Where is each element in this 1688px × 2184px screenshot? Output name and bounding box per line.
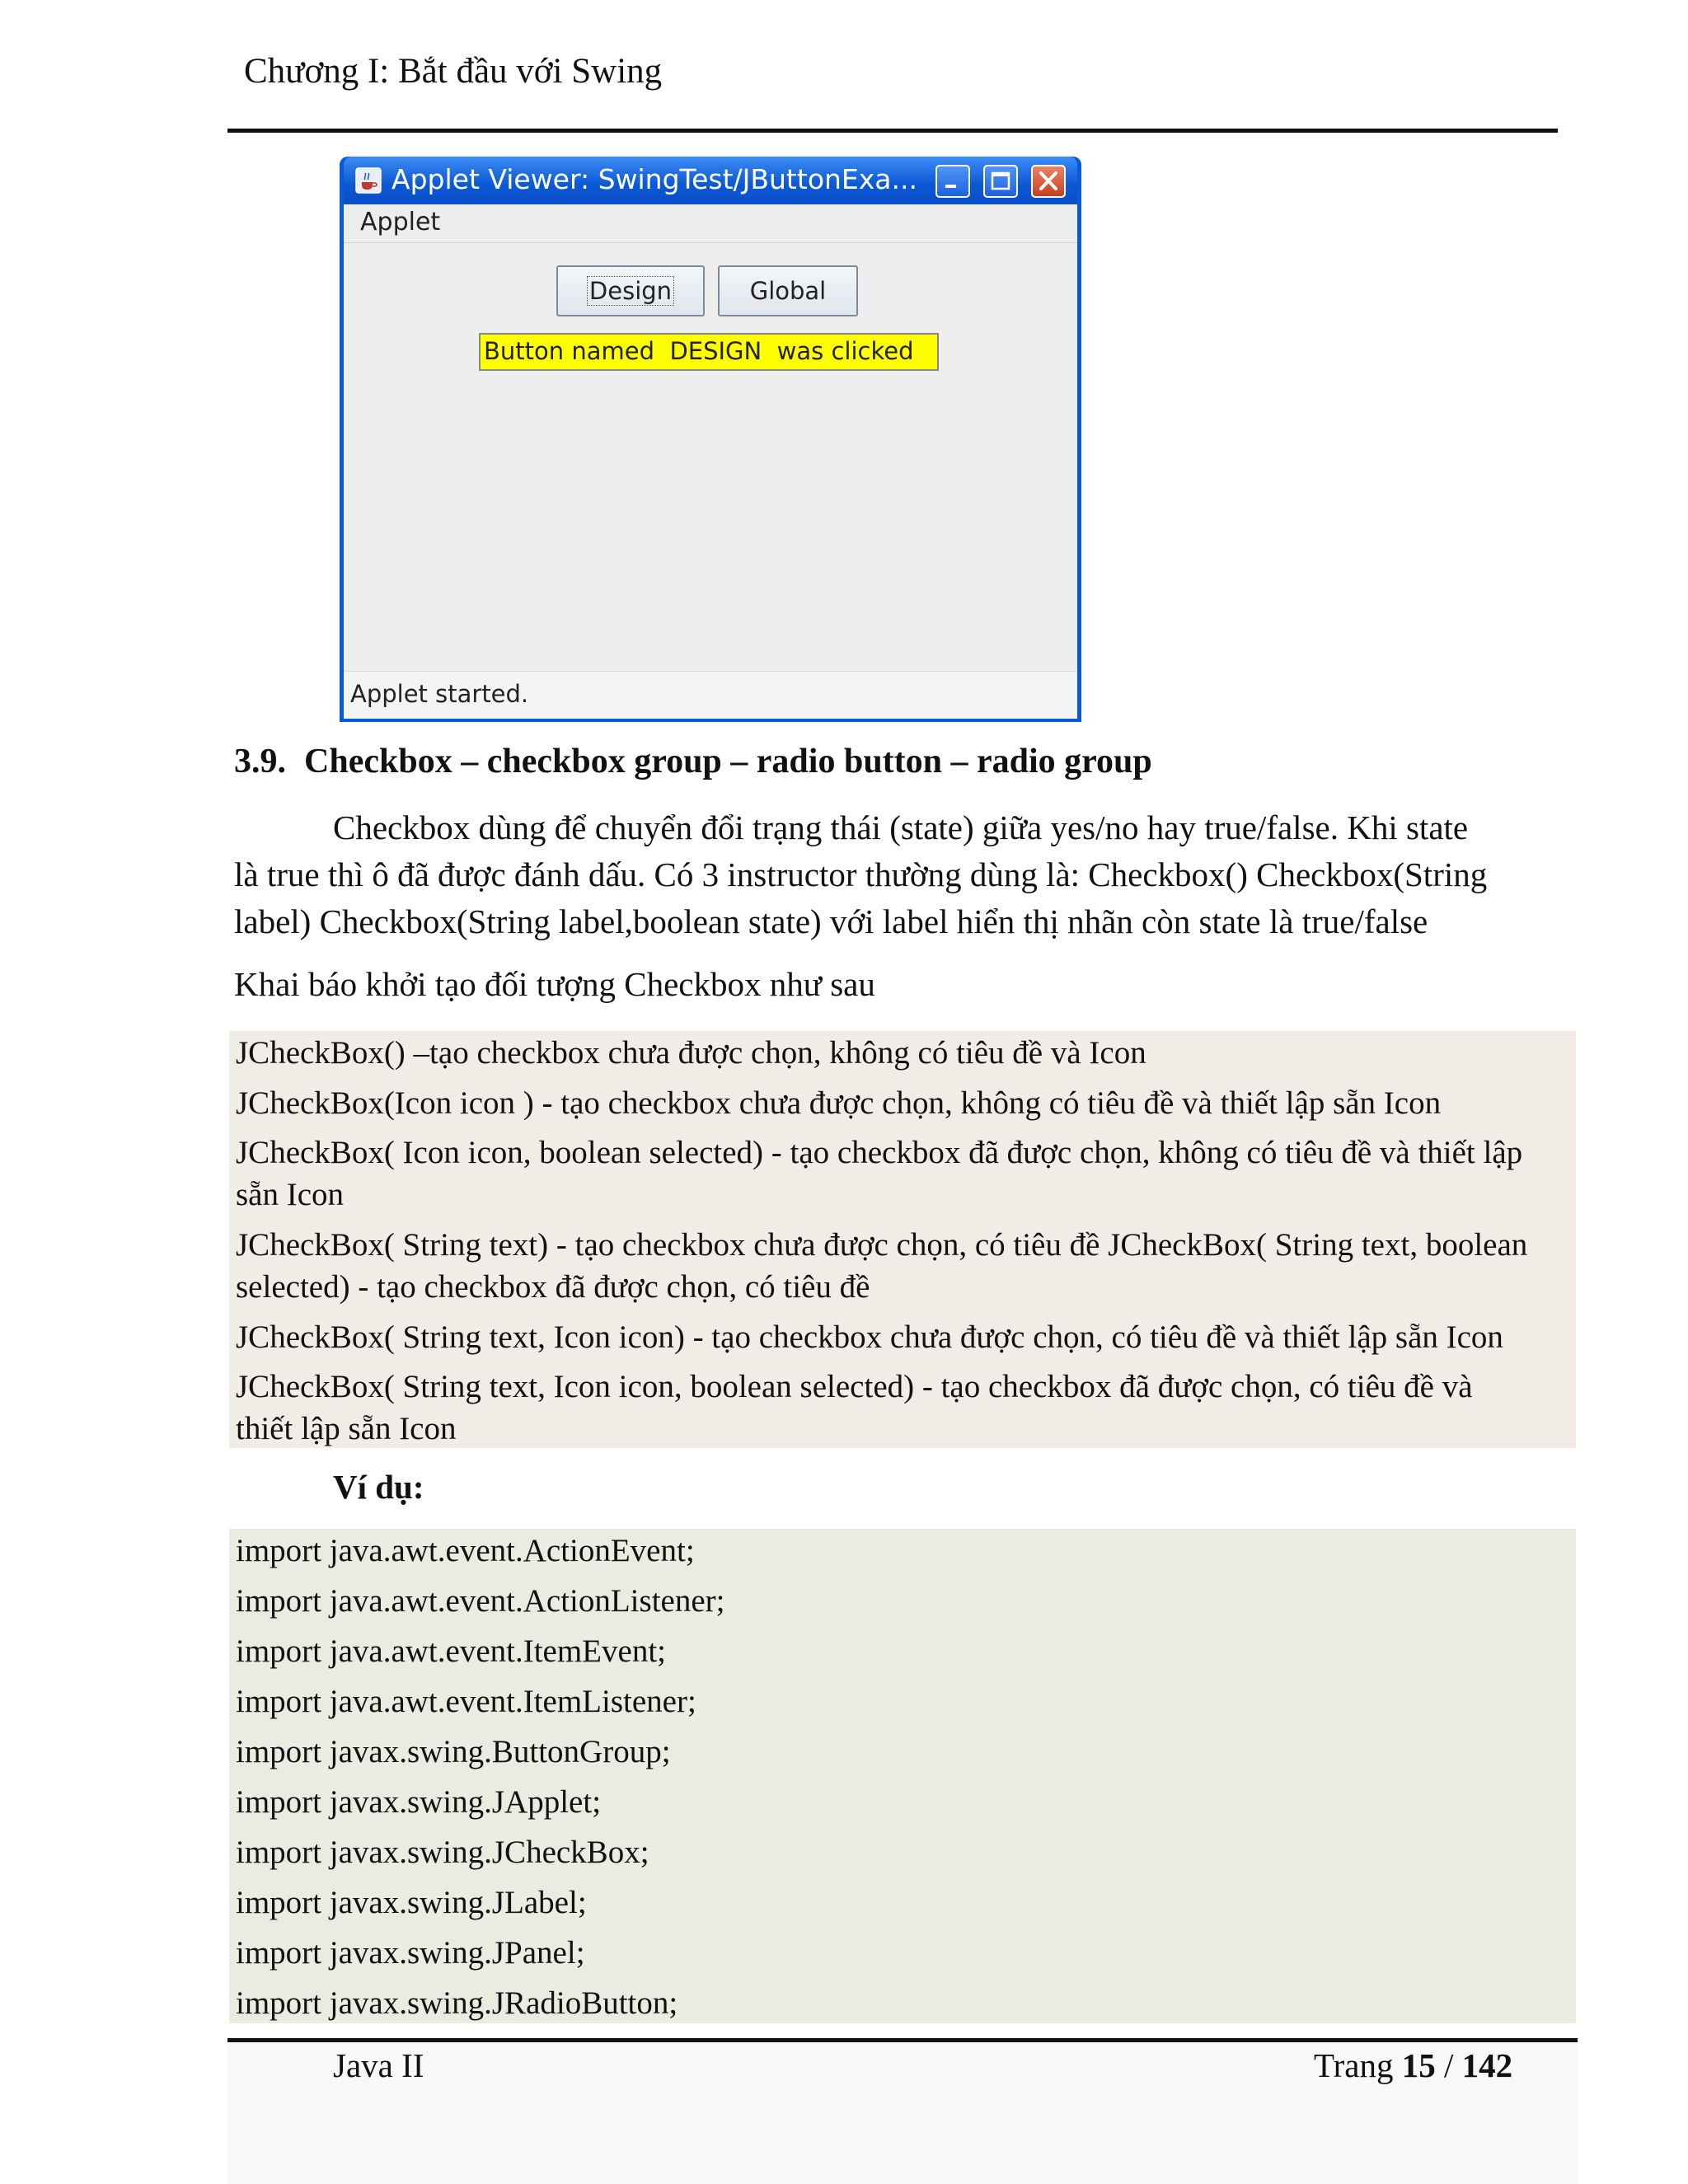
page-total: 142 [1461,2046,1513,2084]
constructor-list [229,1031,1576,1448]
running-header: Chương I: Bắt đầu với Swing [244,52,663,91]
code-line: import java.awt.event.ActionListener; [236,1583,725,1619]
close-button[interactable] [1031,165,1066,198]
header-rule [227,129,1558,133]
section-heading [234,742,1152,781]
applet-viewer-window [340,157,1081,722]
footer-course-title: Java II [333,2046,424,2084]
footer-rule [227,2038,1578,2042]
constructor-line: JCheckBox(Icon icon ) - tạo checkbox chưa được chọn, không có tiêu đề và thiết lập sẵn Icon [236,1085,1442,1121]
design-button[interactable] [556,265,705,316]
maximize-button[interactable] [983,165,1018,198]
minimize-button[interactable] [935,165,970,198]
code-line: import javax.swing.JApplet; [236,1784,602,1820]
example-label: Ví dụ: [333,1468,424,1506]
menubar [344,204,1077,243]
code-line: import java.awt.event.ItemListener; [236,1684,696,1719]
close-icon [1033,166,1064,196]
code-line: import javax.swing.ButtonGroup; [236,1734,671,1769]
minimize-icon [937,166,968,196]
paragraph-line: Checkbox dùng để chuyển đổi trạng thái (state) giữa yes/no hay true/false. Khi state [333,808,1469,846]
applet-client-area [344,204,1077,718]
constructor-line: JCheckBox( String text) - tạo checkbox chưa được chọn, có tiêu đề JCheckBox( String text, boolean [236,1227,1528,1263]
code-line: import javax.swing.JCheckBox; [236,1835,649,1870]
footer-page-number [1314,2046,1512,2085]
paragraph-line: là true thì ô đã được đánh dấu. Có 3 instructor thường dùng là: Checkbox() Checkbox(String [234,855,1488,893]
page-prefix: Trang [1314,2046,1402,2084]
constructor-line: JCheckBox( String text, Icon icon) - tạo checkbox chưa được chọn, có tiêu đề và thiết lập sẵn Icon [236,1319,1503,1355]
code-line: import javax.swing.JRadioButton; [236,1985,678,2021]
code-listing [229,1529,1576,2023]
constructor-line: selected) - tạo checkbox đã được chọn, có tiêu đề [236,1269,870,1305]
java-cup-icon [355,167,382,194]
constructor-line: thiết lập sẵn Icon [236,1411,457,1446]
body-paragraph-2: Khai báo khởi tạo đối tượng Checkbox như sau [234,965,875,1003]
code-line: import java.awt.event.ActionEvent; [236,1533,695,1568]
global-button[interactable]: Global [718,265,858,316]
code-line: import javax.swing.JPanel; [236,1935,585,1971]
design-button-label: Design [587,276,674,306]
clicked-status-label: Button named DESIGN was clicked [479,333,939,371]
body-paragraph [234,804,1571,945]
constructor-line: JCheckBox( Icon icon, boolean selected) - tạo checkbox đã được chọn, không có tiêu đề và thiết lập [236,1135,1523,1170]
applet-status-bar [344,671,1077,719]
code-line: import java.awt.event.ItemEvent; [236,1633,666,1669]
code-line: import javax.swing.JLabel; [236,1885,587,1920]
window-title: Applet Viewer: SwingTest/JButtonExa... [392,163,917,195]
constructor-line: sẵn Icon [236,1177,345,1212]
constructor-line: JCheckBox() –tạo checkbox chưa được chọn, không có tiêu đề và Icon [236,1035,1146,1071]
applet-status-text: Applet started. [350,680,529,708]
maximize-icon [985,166,1016,196]
page-separator: / [1435,2046,1462,2084]
section-number: 3.9. [234,743,286,780]
section-title: Checkbox – checkbox group – radio button – radio group [304,743,1152,780]
paragraph-line: label) Checkbox(String label,boolean state) với label hiển thị nhãn còn state là true/false [234,902,1428,940]
menu-applet[interactable]: Applet [360,208,441,237]
window-titlebar[interactable] [344,157,1077,204]
constructor-line: JCheckBox( String text, Icon icon, boolean selected) - tạo checkbox đã được chọn, có tiêu đề và [236,1369,1473,1404]
page-current: 15 [1401,2046,1436,2084]
